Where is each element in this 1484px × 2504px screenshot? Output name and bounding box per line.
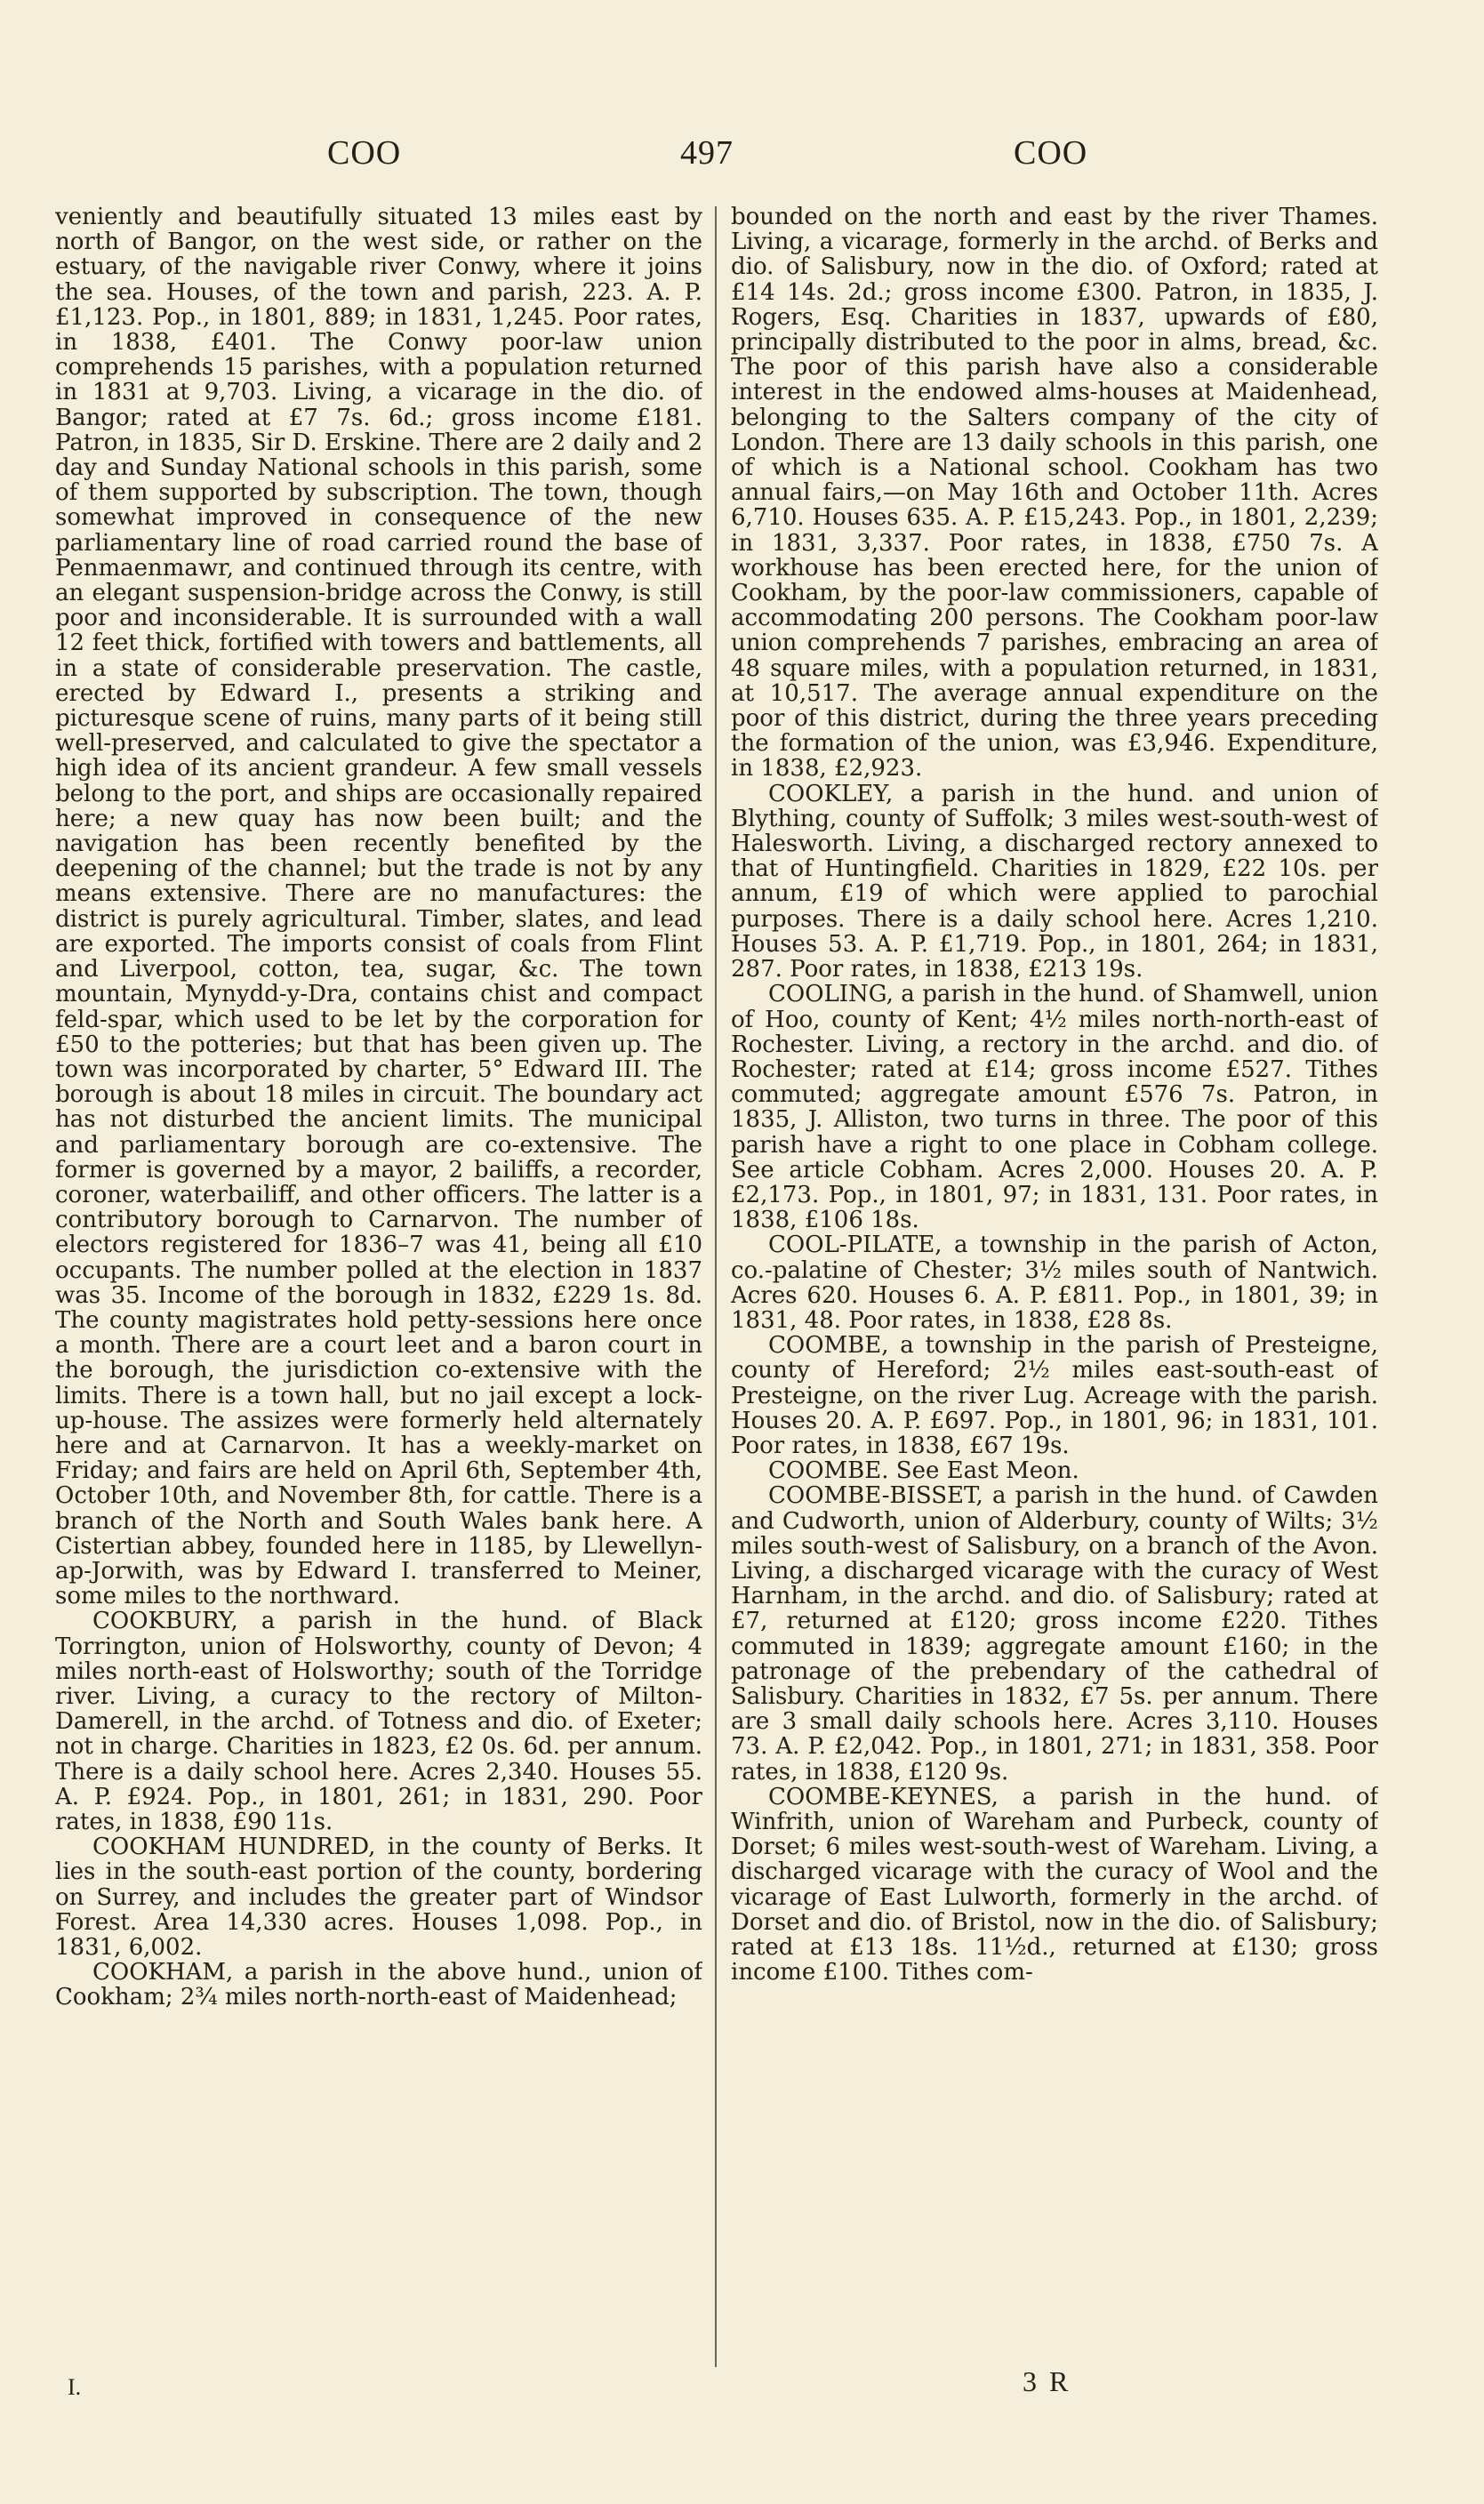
header-right-catchword: COO — [1014, 134, 1088, 172]
cooling-entry: COOLING, a parish in the hund. of Shamwell, union of Hoo, county of Kent; 4½ miles north-north-east of Rochester. Living, a rectory in the archd. and dio. of Rochester; rated at £14; gross income £527. Tithes commuted; aggregate amount £576 7s. Patron, in 1835, J. Alliston, two turns in three. The poor of this parish have a right to one place in Cobham college. See article Cobham. Acres 2,000. Houses 20. A. P. £2,173. Pop., in 1801, 97; in 1831, 131. Poor rates, in 1838, £106 18s. — [731, 981, 1378, 1234]
cookham-entry-continuation: bounded on the north and east by the river Thames. Living, a vicarage, formerly in the archd. of Berks and dio. of Salisbury, now in the dio. of Oxford; rated at £14 14s. 2d.; gross income £300. Patron, in 1835, J. Rogers, Esq. Charities in 1837, upwards of £80, principally distributed to the poor in alms, bread, &c. The poor of this parish have also a considerable interest in the endowed alms-houses at Maidenhead, belonging to the Salters company of the city of London. There are 13 daily schools in this parish, one of which is a National school. Cookham has two annual fairs,—on May 16th and October 11th. Acres 6,710. Houses 635. A. P. £15,243. Pop., in 1801, 2,239; in 1831, 3,337. Poor rates, in 1838, £750 7s. A workhouse has been erected here, for the union of Cookham, by the poor-law commissioners, capable of accommodating 200 persons. The Cookham poor-law union comprehends 7 parishes, embracing an area of 48 square miles, with a population returned, in 1831, at 10,517. The average annual expenditure on the poor of this district, during the three years preceding the formation of the union, was £3,946. Expenditure, in 1838, £2,923. — [731, 205, 1378, 782]
cookley-entry: COOKLEY, a parish in the hund. and union of Blything, county of Suffolk; 3 miles west-south-west of Halesworth. Living, a discharged rectory annexed to that of Huntingfield. Charities in 1829, £22 10s. per annum, £19 of which were applied to parochial purposes. There is a daily school here. Acres 1,210. Houses 53. A. P. £1,719. Pop., in 1801, 264; in 1831, 287. Poor rates, in 1838, £213 19s. — [731, 780, 1378, 983]
cookham-hundred-entry: COOKHAM HUNDRED, in the county of Berks. It lies in the south-east portion of the county, bordering on Surrey, and includes the greater part of Windsor Forest. Area 14,330 acres. Houses 1,098. Pop., in 1831, 6,002. — [55, 1834, 702, 1962]
coombe-entry: COOMBE, a township in the parish of Presteigne, county of Hereford; 2½ miles east-south-east of Presteigne, on the river Lug. Acreage with the parish. Houses 20. A. P. £697. Pop., in 1801, 96; in 1831, 101. Poor rates, in 1838, £67 19s. — [731, 1332, 1378, 1459]
page-number: 497 — [680, 134, 734, 172]
coombe-keynes-entry: COOMBE-KEYNES, a parish in the hund. of Winfrith, union of Wareham and Purbeck, county of Dorset; 6 miles west-south-west of Wareham. Living, a discharged vicarage with the curacy of Wool and the vicarage of East Lulworth, formerly in the archd. of Dorset and dio. of Bristol, now in the dio. of Salisbury; rated at £13 18s. 11½d., returned at £130; gross income £100. Tithes com- — [731, 1783, 1378, 1986]
coombe-cross-reference: COOMBE. See East Meon. — [768, 1457, 1079, 1485]
cookham-entry: COOKHAM, a parish in the above hund., union of Cookham; 2¾ miles north-north-east of Maidenhead; — [55, 1959, 702, 2011]
conway-entry-continuation: veniently and beautifully situated 13 miles east by north of Bangor, on the west side, or rather on the estuary, of the navigable river Conwy, where it joins the sea. Houses, of the town and parish, 223. A. P. £1,123. Pop., in 1801, 889; in 1831, 1,245. Poor rates, in 1838, £401. The Conwy poor-law union comprehends 15 parishes, with a population returned in 1831 at 9,703. Living, a vicarage in the dio. of Bangor; rated at £7 7s. 6d.; gross income £181. Patron, in 1835, Sir D. Erskine. There are 2 daily and 2 day and Sunday National schools in this parish, some of them supported by subscription. The town, though somewhat improved in consequence of the new parliamentary line of road carried round the base of Penmaenmawr, and continued through its centre, with an elegant suspension-bridge across the Conwy, is still poor and inconsiderable. It is surrounded with a wall 12 feet thick, fortified with towers and battlements, all in a state of considerable preservation. The castle, erected by Edward I., presents a striking and picturesque scene of ruins, many parts of it being still well-preserved, and calculated to give the spectator a high idea of its ancient grandeur. A few small vessels belong to the port, and ships are occasionally repaired here; a new quay has now been built; and the navigation has been recently benefited by the deepening of the channel; but the trade is not by any means extensive. There are no manufactures: the district is purely agricultural. Timber, slates, and lead are exported. The imports consist of coals from Flint and Liverpool, cotton, tea, sugar, &c. The town mountain, Mynydd-y-Dra, contains chist and compact feld-spar, which used to be let by the corporation for £50 to the potteries; but that has been given up. The town was incorporated by charter, 5° Edward III. The borough is about 18 miles in circuit. The boundary act has not disturbed the ancient limits. The municipal and parliamentary borough are co-extensive. The former is governed by a mayor, 2 bailiffs, a recorder, coroner, waterbailiff, and other officers. The latter is a contributory borough to Carnarvon. The number of electors registered for 1836–7 was 41, being all £10 occupants. The number polled at the election in 1837 was 35. Income of the borough in 1832, £229 1s. 8d. The county magistrates hold petty-sessions here once a month. There are a court leet and a baron court in the borough, the jurisdiction co-extensive with the limits. There is a town hall, but no jail except a lock-up-house. The assizes were formerly held alternately here and at Carnarvon. It has a weekly-market on Friday; and fairs are held on April 6th, September 4th, October 10th, and November 8th, for cattle. There is a branch of the North and South Wales bank here. A Cistertian abbey, founded here in 1185, by Llewellyn-ap-Jorwith, was by Edward I. transferred to Meiner, some miles to the northward. — [55, 205, 702, 1610]
header-left-catchword: COO — [327, 134, 402, 172]
coombe-bisset-entry: COOMBE-BISSET, a parish in the hund. of Cawden and Cudworth, union of Alderbury, county of Wilts; 3½ miles south-west of Salisbury, on a branch of the Avon. Living, a discharged vicarage with the curacy of West Harnham, in the archd. and dio. of Salisbury; rated at £7, returned at £120; gross income £220. Tithes commuted in 1839; aggregate amount £160; in the patronage of the prebendary of the cathedral of Salisbury. Charities in 1832, £7 5s. per annum. There are 3 small daily schools here. Acres 3,110. Houses 73. A. P. £2,042. Pop., in 1801, 271; in 1831, 358. Poor rates, in 1838, £120 9s. — [731, 1482, 1378, 1786]
cool-pilate-entry: COOL-PILATE, a township in the parish of Acton, co.-palatine of Chester; 3½ miles south of Nantwich. Acres 620. Houses 6. A. P. £811. Pop., in 1801, 39; in 1831, 48. Poor rates, in 1838, £28 8s. — [731, 1232, 1378, 1334]
cookbury-entry: COOKBURY, a parish in the hund. of Black Torrington, union of Holsworthy, county of Devon; 4 miles north-east of Holsworthy; south of the Torridge river. Living, a curacy to the rectory of Milton-Damerell, in the archd. of Totness and dio. of Exeter; not in charge. Charities in 1823, £2 0s. 6d. per annum. There is a daily school here. Acres 2,340. Houses 55. A. P. £924. Pop., in 1801, 261; in 1831, 290. Poor rates, in 1838, £90 11s. — [55, 1608, 702, 1835]
page-footer — [0, 2365, 1484, 2419]
column-divider — [715, 206, 717, 2367]
left-column — [55, 205, 702, 2356]
right-column — [731, 205, 1378, 2356]
gathering-signature: 3 R — [1023, 2365, 1071, 2397]
running-head — [53, 133, 1431, 178]
volume-signature: I. — [68, 2374, 82, 2400]
